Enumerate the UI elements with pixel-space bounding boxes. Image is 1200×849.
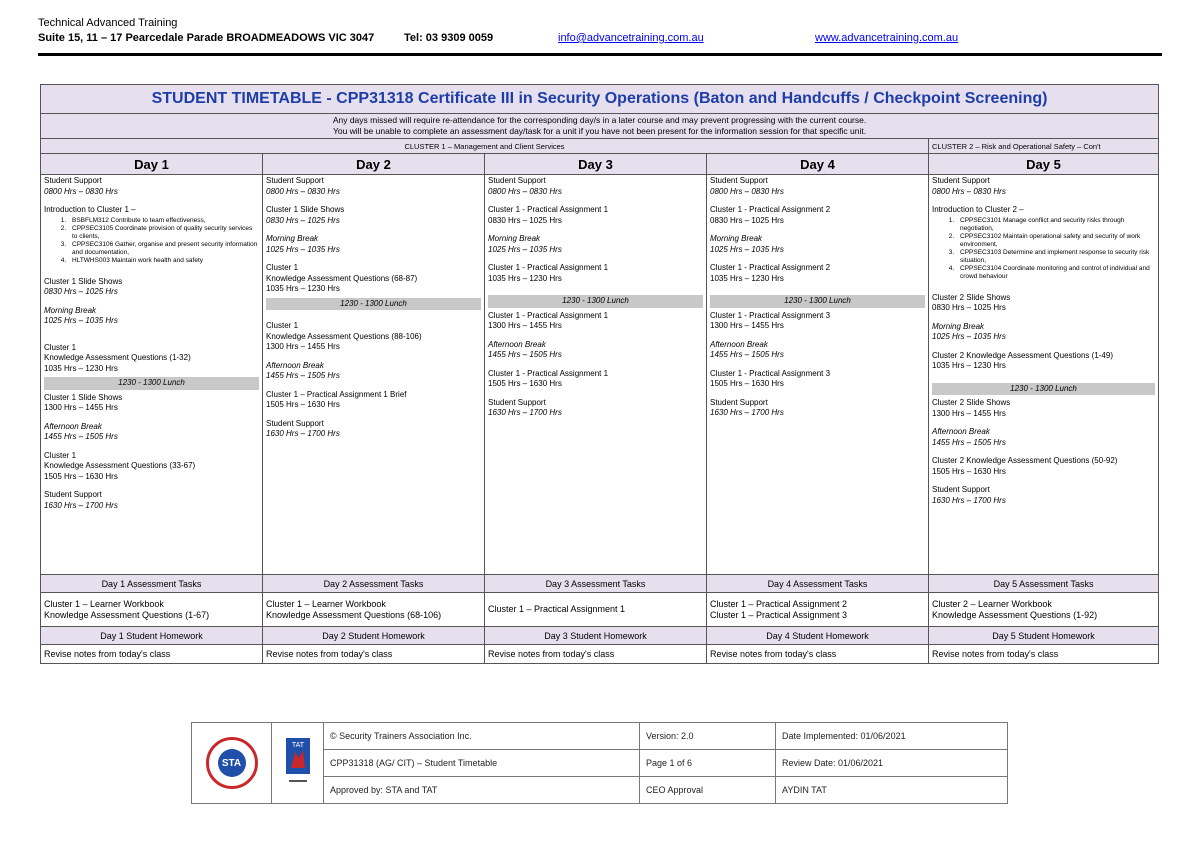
schedule-time: 1300 Hrs – 1455 Hrs [266,342,340,351]
homework-label-day-2: Day 2 Student Homework [263,627,485,645]
date-implemented-text: Date Implemented: 01/06/2021 [776,723,1008,750]
review-date-text: Review Date: 01/06/2021 [776,750,1008,777]
schedule-item: Cluster 1 [266,263,299,272]
schedule-time: 1035 Hrs – 1230 Hrs [932,361,1006,370]
schedule-time: 1300 Hrs – 1455 Hrs [932,408,1006,418]
ceo-name-text: AYDIN TAT [776,777,1008,804]
day-3-schedule [485,175,707,575]
schedule-time: 1505 Hrs – 1630 Hrs [44,471,118,481]
task-item: Cluster 1 – Learner Workbook [44,598,164,609]
email-link[interactable]: info@advancetraining.com.au [558,32,704,44]
version-text: Version: 2.0 [640,723,776,750]
schedule-item: Student Support [44,176,102,185]
schedule-item: Introduction to Cluster 1 – [44,205,136,214]
company-address: Suite 15, 11 – 17 Pearcedale Parade BROADMEADOWS VIC 3047 [38,32,375,44]
schedule-time: 1025 Hrs – 1035 Hrs [266,244,340,254]
lunch-bar: 1230 - 1300 Lunch [488,295,703,308]
schedule-time: 1025 Hrs – 1035 Hrs [44,316,118,325]
assessment-tasks-day-4 [707,593,929,627]
task-item: Cluster 1 – Practical Assignment 3 [710,609,848,620]
schedule-item: Knowledge Assessment Questions (88-106) [266,331,422,341]
schedule-item: Knowledge Assessment Questions (1-32) [44,353,191,362]
header-divider [38,53,1162,56]
schedule-item: Afternoon Break [488,339,546,349]
task-item: Cluster 1 – Learner Workbook [266,598,386,609]
schedule-time: 1035 Hrs – 1230 Hrs [266,284,340,293]
assessment-tasks-day-2 [263,593,485,627]
lunch-bar: 1230 - 1300 Lunch [44,377,259,390]
attendance-notice [41,114,1159,139]
task-item: Knowledge Assessment Questions (1-67) [44,609,210,620]
schedule-time: 1025 Hrs – 1035 Hrs [710,244,784,254]
task-item: Knowledge Assessment Questions (68-106) [266,609,442,620]
approved-by-text: Approved by: STA and TAT [324,777,640,804]
cluster-2-heading: CLUSTER 2 – Risk and Operational Safety – Con't [929,139,1159,154]
notice-line-2: You will be unable to complete an assessment day/task for a unit if you have not been present for the information session for that specific unit. [332,126,867,136]
schedule-time: 1505 Hrs – 1630 Hrs [488,379,562,388]
assessment-tasks-day-3 [485,593,707,627]
unit-item: 4. HLTWHS003 Maintain work health and safety [68,257,259,265]
copyright-text: © Security Trainers Association Inc. [324,723,640,750]
day-2-schedule [263,175,485,575]
schedule-item: Cluster 2 Slide Shows [932,292,1011,302]
unit-item: 3. CPPSEC3106 Gather, organise and present security information and documentation, [68,241,259,257]
website-link[interactable]: www.advancetraining.com.au [815,32,959,44]
schedule-item: Student Support [44,490,102,499]
schedule-time: 0800 Hrs – 0830 Hrs [710,186,784,196]
schedule-item: Cluster 1 - Practical Assignment 1 [488,205,609,214]
task-item: Cluster 1 – Practical Assignment 2 [710,598,848,609]
schedule-time: 0800 Hrs – 0830 Hrs [488,186,562,196]
assessment-tasks-day-5 [929,593,1159,627]
tat-logo-cell [272,723,324,804]
schedule-time: 0830 Hrs – 1025 Hrs [932,303,1006,312]
notice-line-1: Any days missed will require re-attendance for the corresponding day/s in a later course and may prevent progressing with the current course. [332,115,867,125]
document-control-footer [191,722,1008,804]
timetable-title: STUDENT TIMETABLE - CPP31318 Certificate III in Security Operations (Baton and Handcuffs / Checkpoint Screening) [41,85,1159,114]
schedule-item: Cluster 1 - Practical Assignment 2 [710,263,831,272]
sta-logo [206,737,258,789]
schedule-time: 1505 Hrs – 1630 Hrs [710,379,784,388]
schedule-time: 1505 Hrs – 1630 Hrs [932,466,1006,476]
task-item: Knowledge Assessment Questions (1-92) [932,609,1098,620]
schedule-item: Morning Break [488,234,541,243]
schedule-time: 1025 Hrs – 1035 Hrs [488,244,562,254]
schedule-time: 1300 Hrs – 1455 Hrs [710,321,784,330]
schedule-item: Student Support [488,397,546,407]
schedule-item: Student Support [710,397,768,407]
schedule-item: Cluster 1 Slide Shows [266,205,345,214]
assessment-label-day-2: Day 2 Assessment Tasks [263,575,485,593]
homework-day-2: Revise notes from today's class [263,645,485,664]
schedule-time: 0830 Hrs – 1025 Hrs [710,215,784,225]
document-name-text: CPP31318 (AG/ CIT) – Student Timetable [324,750,640,777]
schedule-item: Afternoon Break [266,360,324,370]
schedule-time: 1025 Hrs – 1035 Hrs [932,332,1006,341]
unit-item: 2. CPPSEC3105 Coordinate provision of quality security services to clients, [68,225,259,241]
unit-list [44,217,259,265]
schedule-item: Morning Break [932,321,985,331]
homework-day-1: Revise notes from today's class [41,645,263,664]
schedule-item: Cluster 2 Slide Shows [932,398,1011,407]
schedule-time: 0830 Hrs – 1025 Hrs [266,215,340,225]
schedule-item: Afternoon Break [932,427,990,436]
homework-label-day-3: Day 3 Student Homework [485,627,707,645]
unit-item: 1. CPPSEC3101 Manage conflict and security risks through negotiation, [956,217,1155,233]
schedule-item: Cluster 1 Slide Shows [44,392,123,402]
task-item: Cluster 1 – Practical Assignment 1 [488,604,626,614]
homework-day-4: Revise notes from today's class [707,645,929,664]
homework-label-day-1: Day 1 Student Homework [41,627,263,645]
schedule-time: 1455 Hrs – 1505 Hrs [710,350,784,359]
schedule-time: 1300 Hrs – 1455 Hrs [488,321,562,330]
assessment-label-day-5: Day 5 Assessment Tasks [929,575,1159,593]
schedule-time: 1035 Hrs – 1230 Hrs [710,273,784,283]
schedule-time: 0830 Hrs – 1025 Hrs [44,287,118,296]
page-number-text: Page 1 of 6 [640,750,776,777]
sta-logo-text: STA [218,749,246,777]
schedule-time: 0830 Hrs – 1025 Hrs [488,215,562,225]
lunch-bar: 1230 - 1300 Lunch [932,383,1155,396]
day-4-heading: Day 4 [707,154,929,175]
schedule-time: 1630 Hrs – 1700 Hrs [710,408,784,417]
day-2-heading: Day 2 [263,154,485,175]
schedule-item: Cluster 2 Knowledge Assessment Questions (1-49) [932,350,1113,360]
day-1-heading: Day 1 [41,154,263,175]
schedule-item: Afternoon Break [44,421,102,431]
company-name: Technical Advanced Training [38,17,178,29]
tat-logo-text: TAT [291,742,304,749]
cluster-1-heading: CLUSTER 1 – Management and Client Services [41,139,929,154]
sta-logo-cell [192,723,272,804]
schedule-item: Cluster 1 - Practical Assignment 1 [488,310,609,320]
schedule-item: Cluster 1 – Practical Assignment 1 Brief [266,389,407,399]
schedule-item: Morning Break [44,305,97,315]
schedule-item: Introduction to Cluster 2 – [932,205,1024,214]
schedule-time: 1455 Hrs – 1505 Hrs [932,437,1006,447]
schedule-item: Cluster 1 [266,321,299,330]
schedule-item: Cluster 2 Knowledge Assessment Questions (50-92) [932,456,1118,465]
day-3-heading: Day 3 [485,154,707,175]
schedule-time: 0800 Hrs – 0830 Hrs [932,186,1006,196]
schedule-item: Morning Break [710,234,763,243]
schedule-item: Student Support [266,176,324,185]
task-item: Cluster 2 – Learner Workbook [932,598,1052,609]
schedule-time: 1035 Hrs – 1230 Hrs [488,273,562,283]
schedule-item: Student Support [488,176,546,185]
day-1-schedule [41,175,263,575]
assessment-tasks-day-1 [41,593,263,627]
schedule-item: Cluster 1 [44,342,77,352]
schedule-item: Knowledge Assessment Questions (68-87) [266,273,418,283]
schedule-item: Afternoon Break [710,339,768,349]
homework-label-day-4: Day 4 Student Homework [707,627,929,645]
assessment-label-day-1: Day 1 Assessment Tasks [41,575,263,593]
letterhead [38,16,1162,47]
schedule-time: 1630 Hrs – 1700 Hrs [44,500,118,510]
assessment-label-day-3: Day 3 Assessment Tasks [485,575,707,593]
day-5-heading: Day 5 [929,154,1159,175]
schedule-item: Student Support [266,418,324,428]
schedule-item: Student Support [710,176,768,185]
schedule-item: Cluster 1 - Practical Assignment 1 [488,368,609,378]
schedule-item: Student Support [932,485,990,494]
unit-item: 4. CPPSEC3104 Coordinate monitoring and control of individual and crowd behaviour [956,265,1155,281]
lunch-bar: 1230 - 1300 Lunch [266,298,481,311]
homework-day-5: Revise notes from today's class [929,645,1159,664]
schedule-item: Morning Break [266,234,319,243]
schedule-item: Cluster 1 Slide Shows [44,276,123,286]
unit-item: 1. BSBFLM312 Contribute to team effectiveness, [68,217,259,225]
tat-logo [285,738,311,786]
schedule-time: 1035 Hrs – 1230 Hrs [44,363,118,373]
schedule-item: Cluster 1 - Practical Assignment 2 [710,205,831,214]
schedule-item: Student Support [932,176,990,185]
schedule-time: 0800 Hrs – 0830 Hrs [44,186,118,196]
schedule-time: 1630 Hrs – 1700 Hrs [266,429,340,438]
schedule-time: 1630 Hrs – 1700 Hrs [932,495,1006,505]
schedule-time: 1455 Hrs – 1505 Hrs [488,350,562,359]
schedule-time: 1455 Hrs – 1505 Hrs [44,432,118,441]
schedule-item: Cluster 1 [44,450,77,460]
homework-label-day-5: Day 5 Student Homework [929,627,1159,645]
unit-item: 2. CPPSEC3102 Maintain operational safety and security of work environment, [956,233,1155,249]
schedule-item: Cluster 1 - Practical Assignment 1 [488,263,609,272]
unit-list [932,217,1155,281]
schedule-item: Knowledge Assessment Questions (33-67) [44,461,196,470]
schedule-time: 0800 Hrs – 0830 Hrs [266,186,340,196]
schedule-time: 1300 Hrs – 1455 Hrs [44,403,118,412]
homework-day-3: Revise notes from today's class [485,645,707,664]
company-phone: Tel: 03 9309 0059 [404,32,494,44]
lunch-bar: 1230 - 1300 Lunch [710,295,925,308]
day-5-schedule [929,175,1159,575]
assessment-label-day-4: Day 4 Assessment Tasks [707,575,929,593]
day-4-schedule [707,175,929,575]
unit-item: 3. CPPSEC3103 Determine and implement response to security risk situation, [956,249,1155,265]
timetable [40,84,1159,664]
schedule-time: 1505 Hrs – 1630 Hrs [266,400,340,409]
schedule-time: 1455 Hrs – 1505 Hrs [266,371,340,380]
schedule-time: 1630 Hrs – 1700 Hrs [488,408,562,417]
schedule-item: Cluster 1 - Practical Assignment 3 [710,368,831,378]
schedule-item: Cluster 1 - Practical Assignment 3 [710,310,831,320]
ceo-approval-text: CEO Approval [640,777,776,804]
